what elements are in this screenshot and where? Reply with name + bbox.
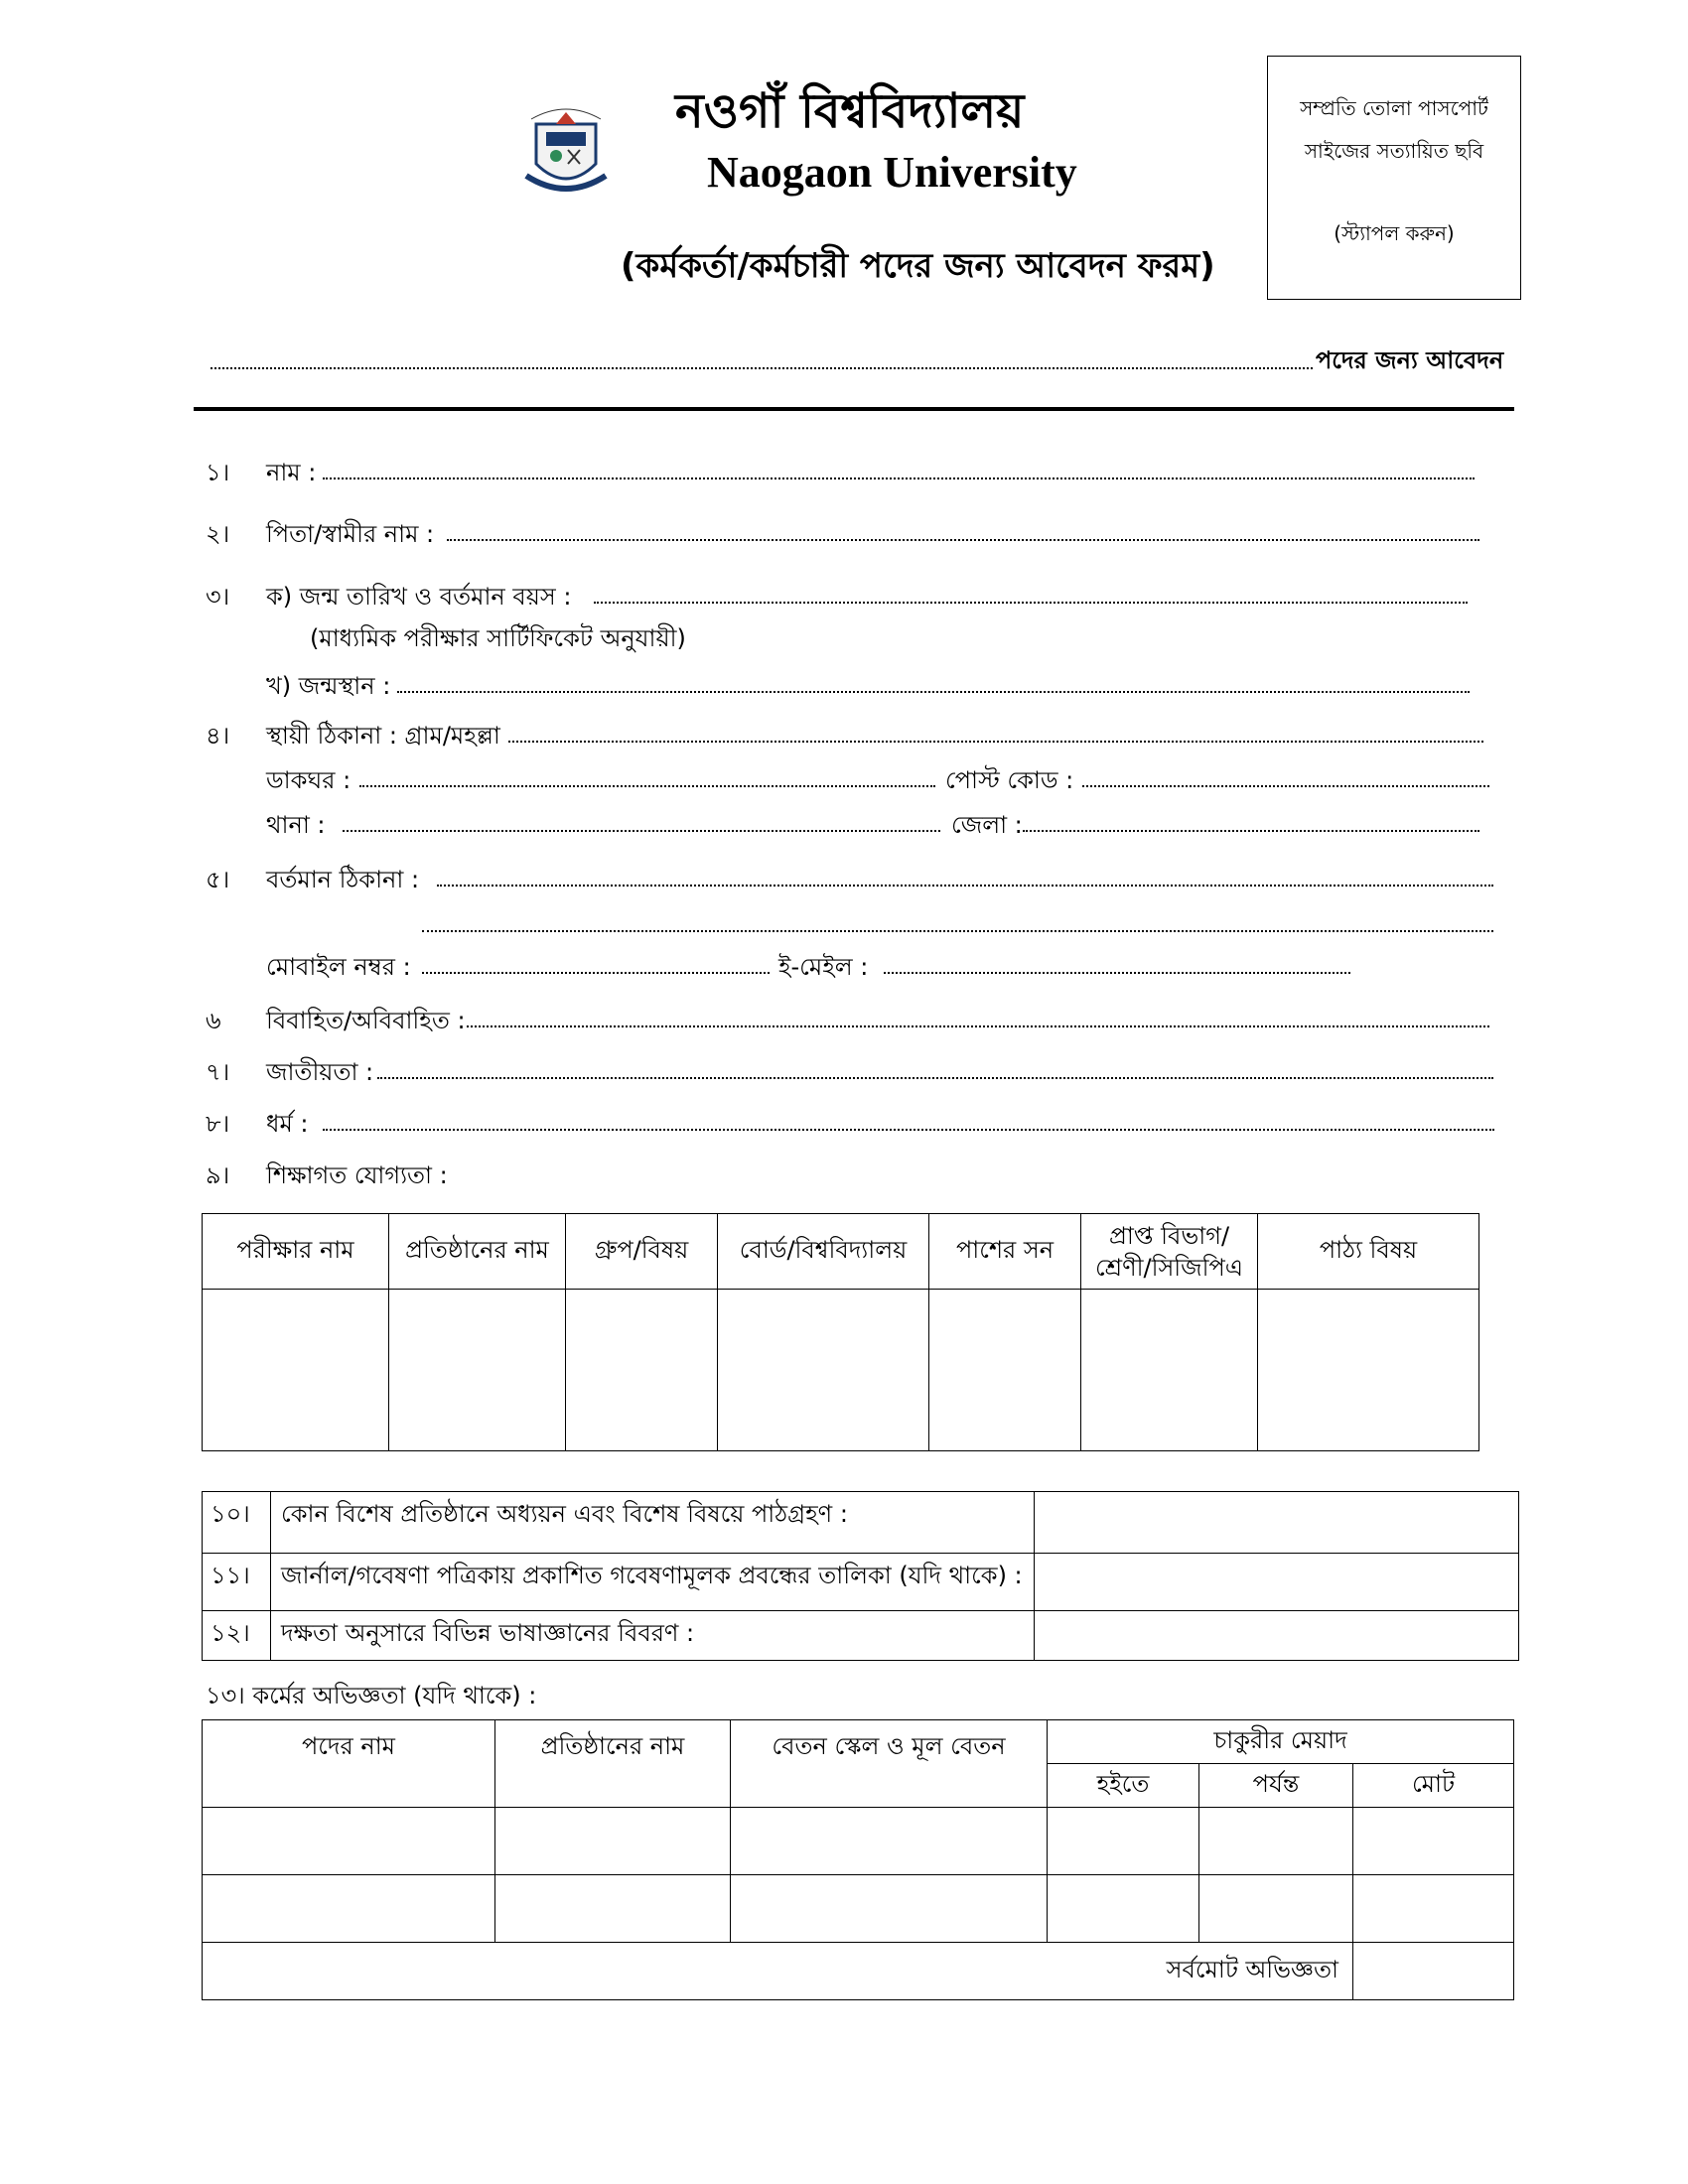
religion-field[interactable]: [323, 1129, 1494, 1131]
misc-row-12: [203, 1611, 1519, 1661]
exp-total-row: [203, 1943, 1514, 2000]
dob-label: ক) জন্ম তারিখ ও বর্তমান বয়স :: [266, 583, 572, 611]
exp-header-to: পর্যন্ত: [1199, 1764, 1353, 1808]
present-address-label: বর্তমান ঠিকানা :: [266, 866, 420, 893]
postcode-field[interactable]: [1082, 785, 1489, 787]
email-field[interactable]: [884, 972, 1350, 974]
exp-header-from: হইতে: [1048, 1764, 1199, 1808]
misc-row-11: [203, 1554, 1519, 1611]
thana-label: থানা :: [266, 811, 326, 839]
field-7-number: ৭।: [206, 1058, 230, 1086]
permanent-address-label: স্থায়ী ঠিকানা : গ্রাম/মহল্লা: [266, 722, 500, 750]
publications-field[interactable]: [1035, 1554, 1519, 1611]
nationality-field[interactable]: [377, 1077, 1493, 1079]
marital-status-field[interactable]: [467, 1025, 1489, 1027]
field-2-number: ২।: [206, 520, 230, 548]
edu-header-subjects: পাঠ্য বিষয়: [1258, 1214, 1479, 1290]
edu-header-board: বোর্ড/বিশ্ববিদ্যালয়: [718, 1214, 929, 1290]
exp-cell[interactable]: [731, 1808, 1048, 1875]
religion-label: ধর্ম :: [266, 1110, 309, 1138]
publications-label: জার্নাল/গবেষণা পত্রিকায় প্রকাশিত গবেষণামূলক প্রবন্ধের তালিকা (যদি থাকে) :: [271, 1554, 1035, 1611]
apply-for-label: পদের জন্য আবেদন: [1316, 346, 1504, 374]
exp-header-total: মোট: [1353, 1764, 1514, 1808]
edu-cell[interactable]: [1081, 1290, 1258, 1451]
field-8-number: ৮।: [206, 1110, 230, 1138]
exp-table-row: [203, 1875, 1514, 1943]
university-title-bengali: নওগাঁ বিশ্ববিদ্যালয়: [675, 83, 1025, 139]
exp-cell[interactable]: [495, 1808, 731, 1875]
misc-row-number: ১১।: [203, 1554, 271, 1611]
exp-header-duration: চাকুরীর মেয়াদ: [1048, 1720, 1514, 1764]
birthplace-field[interactable]: [397, 691, 1470, 693]
exp-header-salary: বেতন স্কেল ও মূল বেতন: [731, 1720, 1048, 1808]
name-field[interactable]: [323, 478, 1475, 479]
exp-cell[interactable]: [1353, 1808, 1514, 1875]
district-label: জেলা :: [951, 811, 1023, 839]
edu-cell[interactable]: [203, 1290, 389, 1451]
exp-header-institution: প্রতিষ্ঠানের নাম: [495, 1720, 731, 1808]
permanent-village-field[interactable]: [508, 741, 1483, 743]
education-label: শিক্ষাগত যোগ্যতা :: [266, 1161, 448, 1189]
post-office-field[interactable]: [359, 785, 935, 787]
edu-header-institution: প্রতিষ্ঠানের নাম: [389, 1214, 566, 1290]
birthplace-label: খ) জন্মস্থান :: [266, 672, 391, 700]
photo-box-line2: সাইজের সত্যায়িত ছবি: [1304, 139, 1484, 163]
edu-cell[interactable]: [718, 1290, 929, 1451]
exp-cell[interactable]: [1199, 1808, 1353, 1875]
exp-header-post: পদের নাম: [203, 1720, 495, 1808]
exp-cell[interactable]: [1048, 1808, 1199, 1875]
special-study-field[interactable]: [1035, 1492, 1519, 1554]
nationality-label: জাতীয়তা :: [266, 1058, 374, 1086]
misc-row-number: ১২।: [203, 1611, 271, 1661]
form-subtitle: (কর্মকর্তা/কর্মচারী পদের জন্য আবেদন ফরম): [621, 246, 1215, 286]
edu-header-exam: পরীক্ষার নাম: [203, 1214, 389, 1290]
postcode-label: পোস্ট কোড :: [945, 766, 1074, 794]
mobile-label: মোবাইল নম্বর :: [266, 953, 411, 981]
total-experience-field[interactable]: [1353, 1943, 1514, 2000]
exp-cell[interactable]: [1048, 1875, 1199, 1943]
exp-cell[interactable]: [1353, 1875, 1514, 1943]
edu-cell[interactable]: [929, 1290, 1081, 1451]
photo-box-line3: (স্ট্যাপল করুন): [1334, 221, 1455, 245]
field-4-number: ৪।: [206, 722, 230, 750]
experience-heading: ১৩। কর্মের অভিজ্ঞতা (যদি থাকে) :: [206, 1682, 537, 1709]
education-table: [202, 1213, 1479, 1451]
special-study-label: কোন বিশেষ প্রতিষ্ঠানে অধ্যয়ন এবং বিশেষ বিষয়ে পাঠগ্রহণ :: [271, 1492, 1035, 1554]
edu-cell[interactable]: [389, 1290, 566, 1451]
field-5-number: ৫।: [206, 866, 230, 893]
misc-row-number: ১০।: [203, 1492, 271, 1554]
dob-field[interactable]: [594, 602, 1468, 604]
name-label: নাম :: [266, 459, 317, 486]
father-name-field[interactable]: [447, 539, 1479, 541]
exp-cell[interactable]: [203, 1875, 495, 1943]
exp-cell[interactable]: [495, 1875, 731, 1943]
edu-header-group: গ্রুপ/বিষয়: [566, 1214, 718, 1290]
exp-cell[interactable]: [1199, 1875, 1353, 1943]
exp-cell[interactable]: [731, 1875, 1048, 1943]
post-office-label: ডাকঘর :: [266, 766, 352, 794]
edu-header-year: পাশের সন: [929, 1214, 1081, 1290]
university-logo: [516, 94, 616, 204]
district-field[interactable]: [1023, 830, 1479, 832]
marital-status-label: বিবাহিত/অবিবাহিত :: [266, 1007, 466, 1034]
apply-for-field[interactable]: [211, 367, 1313, 369]
edu-cell[interactable]: [566, 1290, 718, 1451]
exp-cell[interactable]: [203, 1808, 495, 1875]
present-address-field-2[interactable]: [422, 930, 1493, 932]
field-1-number: ১।: [206, 459, 230, 486]
languages-label: দক্ষতা অনুসারে বিভিন্ন ভাষাজ্ঞানের বিবরণ :: [271, 1611, 1035, 1661]
experience-table: [202, 1719, 1514, 2000]
thana-field[interactable]: [343, 830, 940, 832]
edu-header-result-line1: প্রাপ্ত বিভাগ/: [1108, 1221, 1230, 1250]
edu-cell[interactable]: [1258, 1290, 1479, 1451]
field-6-number: ৬: [206, 1007, 221, 1034]
university-title-english: Naogaon University: [707, 148, 1077, 197]
edu-table-row: [203, 1290, 1479, 1451]
mobile-field[interactable]: [422, 972, 770, 974]
languages-field[interactable]: [1035, 1611, 1519, 1661]
email-label: ই-মেইল :: [778, 953, 869, 981]
field-9-number: ৯।: [206, 1161, 230, 1189]
field-3-number: ৩।: [206, 583, 230, 611]
edu-header-result-line2: শ্রেণী/সিজিপিএ: [1094, 1253, 1244, 1282]
total-experience-label: সর্বমোট অভিজ্ঞতা: [203, 1943, 1353, 2000]
misc-row-10: [203, 1492, 1519, 1554]
photo-box[interactable]: [1267, 56, 1521, 300]
present-address-field-1[interactable]: [437, 885, 1493, 887]
misc-info-table: [202, 1491, 1519, 1661]
father-name-label: পিতা/স্বামীর নাম :: [266, 520, 435, 548]
photo-box-line1: সম্প্রতি তোলা পাসপোর্ট: [1300, 96, 1488, 120]
exp-table-row: [203, 1808, 1514, 1875]
edu-header-result: [1081, 1214, 1258, 1290]
dob-note: (মাধ্যমিক পরীক্ষার সার্টিফিকেট অনুযায়ী): [310, 624, 686, 652]
header-divider: [194, 407, 1514, 411]
